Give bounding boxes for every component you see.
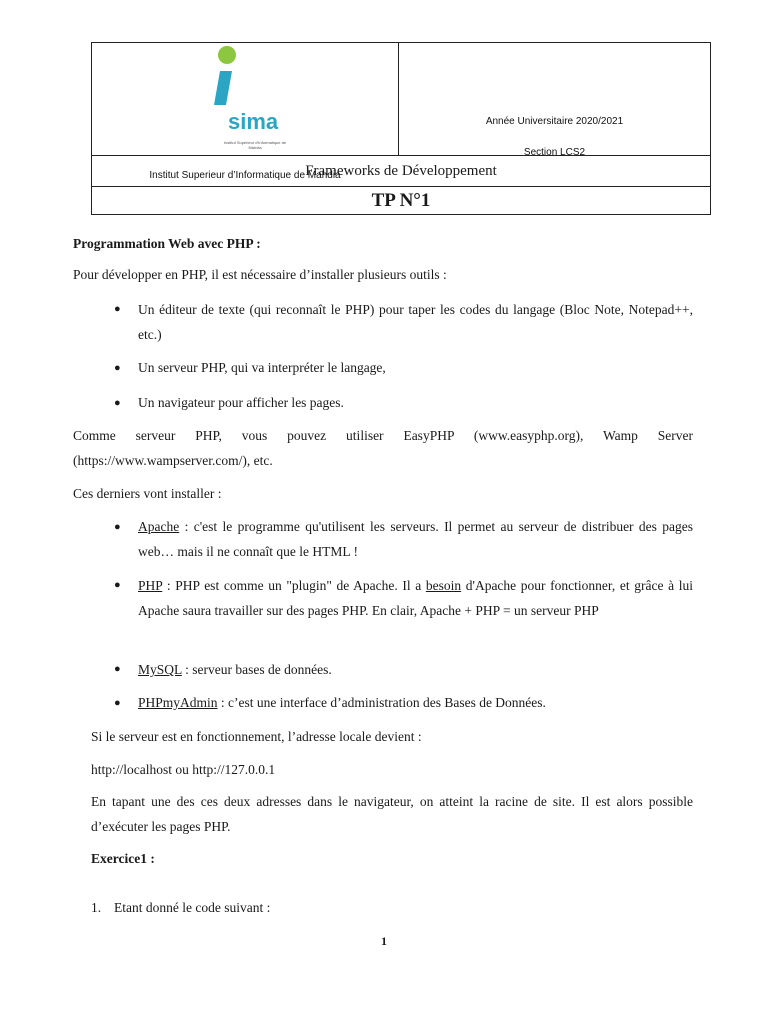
tp-title: TP N°1 <box>92 187 711 215</box>
component-name: Apache <box>138 519 180 534</box>
bullet-dot: ● <box>114 303 121 315</box>
exercise-item: Etant donné le code suivant : <box>114 900 271 915</box>
bullet-dot: ● <box>114 579 121 591</box>
tool-item: Un éditeur de texte (qui reconnaît le PHP) pour taper les codes du langage (Bloc Note, Notepad++, etc.) <box>138 302 693 342</box>
logo-subtitle: Institut Supérieur d'Informatique de Mahdia <box>223 140 287 150</box>
component-description: : c’est une interface d’administration des Bases de Données. <box>220 695 546 710</box>
bullet-dot: ● <box>114 521 121 533</box>
servers-paragraph: Comme serveur PHP, vous pouvez utiliser EasyPHP (www.easyphp.org), Wamp Server (https://www.wampserver.com/), etc. <box>73 428 693 468</box>
intro-paragraph: Pour développer en PHP, il est nécessaire d’installer plusieurs outils : <box>73 267 447 282</box>
installs-intro: Ces derniers vont installer : <box>73 486 222 501</box>
bullet-dot: ● <box>114 663 121 675</box>
component-description-cont: d'Apache pour fonctionner, et grâce à lui Apache saura travailler sur des pages PHP. En clair, Apache + PHP = un serveur PHP <box>138 578 694 618</box>
tool-item: Un navigateur pour afficher les pages. <box>138 395 344 410</box>
component-phpmyadmin <box>138 690 546 715</box>
underlined-word: besoin <box>425 578 462 593</box>
info-cell <box>399 43 711 156</box>
explanation-paragraph: En tapant une des ces deux adresses dans le navigateur, on atteint la racine de site. Il est alors possible d’exécuter les pages PHP. <box>91 794 693 834</box>
component-name: PHPmyAdmin <box>138 695 218 710</box>
bullet-dot: ● <box>114 362 121 374</box>
component-description: : PHP est comme un "plugin" de Apache. Il a <box>166 578 426 593</box>
component-description: : serveur bases de données. <box>185 662 332 677</box>
header-table <box>91 42 711 215</box>
exercise-heading: Exercice1 : <box>91 851 155 866</box>
local-address: http://localhost ou http://127.0.0.1 <box>91 762 276 777</box>
institute-name: Institut Superieur d’Informatique de Mahdia <box>149 170 341 181</box>
component-description: : c'est le programme qu'utilisent les serveurs. Il permet au serveur de distribuer des pages web… mais il ne connaît que le HTML ! <box>138 519 694 559</box>
component-php <box>138 573 693 623</box>
section-heading: Programmation Web avec PHP : <box>73 236 261 251</box>
tool-item: Un serveur PHP, qui va interpréter le langage, <box>138 360 386 375</box>
server-running: Si le serveur est en fonctionnement, l’adresse locale devient : <box>91 729 422 744</box>
component-name: MySQL <box>138 662 182 677</box>
component-mysql <box>138 657 332 682</box>
page-number: 1 <box>381 934 387 948</box>
logo-cell <box>92 43 399 181</box>
bullet-dot: ● <box>114 397 121 409</box>
course-title: Frameworks de Développement <box>92 156 711 187</box>
component-name: PHP <box>138 578 163 593</box>
isima-logo <box>202 43 292 109</box>
logo-wordmark: sima <box>228 109 279 134</box>
section-label: Section LCS2 <box>523 147 586 158</box>
academic-year: Année Universitaire 2020/2021 <box>485 116 624 127</box>
component-apache <box>138 514 693 564</box>
exercise-item-number: 1. <box>91 900 102 915</box>
bullet-dot: ● <box>114 697 121 709</box>
